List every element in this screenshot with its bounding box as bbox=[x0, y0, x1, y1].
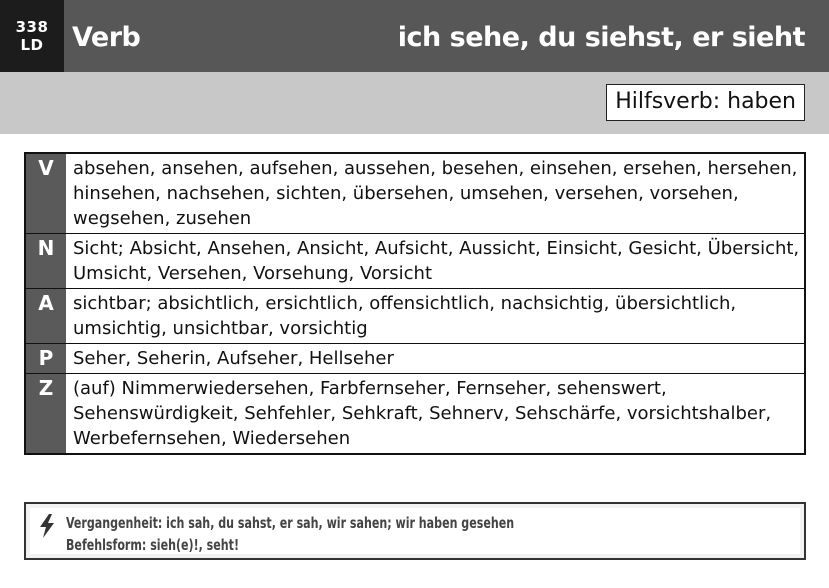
table-row-adjectives bbox=[26, 289, 804, 344]
word-type-title: Verb bbox=[72, 22, 141, 53]
page-number: 338 bbox=[15, 18, 49, 36]
past-tense-line: Vergangenheit: ich sah, du sahst, er sah, wir sahen; wir haben gesehen bbox=[66, 514, 515, 532]
table-row-nouns bbox=[26, 234, 804, 289]
row-words: Sicht; Absicht, Ansehen, Ansicht, Aufsicht, Aussicht, Einsicht, Gesicht, Übersicht, Umsicht, Versehen, Vorsehung, Vorsicht bbox=[73, 238, 800, 284]
row-letter: P bbox=[26, 344, 66, 373]
table-row-verbs bbox=[26, 154, 804, 234]
row-words: (auf) Nimmerwiedersehen, Farbfernseher, Fernseher, sehenswert, Sehenswürdigkeit, Sehfehler, Sehkraft, Sehnerv, Sehschärfe, vorsichtshalber, Werbefernsehen, Wiedersehen bbox=[73, 378, 772, 449]
grammar-note-box bbox=[24, 502, 806, 560]
lightning-icon bbox=[38, 514, 56, 538]
grammar-note-text bbox=[66, 512, 514, 556]
row-letter: A bbox=[26, 289, 66, 343]
auxiliary-band bbox=[0, 72, 829, 134]
row-letter: V bbox=[26, 154, 66, 233]
grammar-note-inner bbox=[30, 508, 800, 554]
conjugation-title: ich sehe, du siehst, er sieht bbox=[397, 22, 805, 53]
page-badge bbox=[0, 0, 64, 72]
row-letter: N bbox=[26, 234, 66, 288]
row-words: absehen, ansehen, aufsehen, aussehen, besehen, einsehen, ersehen, hersehen, hinsehen, nachsehen, sichten, übersehen, umsehen, versehen, vorsehen, wegsehen, zusehen bbox=[73, 158, 798, 229]
row-words: sichtbar; absichtlich, ersichtlich, offensichtlich, nachsichtig, übersichtlich, umsichtig, unsichtbar, vorsichtig bbox=[73, 293, 737, 339]
level-code: LD bbox=[20, 36, 44, 54]
table-row-compounds bbox=[26, 374, 804, 453]
header-band bbox=[0, 0, 829, 72]
row-letter: Z bbox=[26, 374, 66, 453]
imperative-line: Befehlsform: sieh(e)!, seht! bbox=[66, 536, 239, 554]
row-words: Seher, Seherin, Aufseher, Hellseher bbox=[73, 348, 394, 369]
auxiliary-verb-box: Hilfsverb: haben bbox=[606, 84, 805, 121]
word-family-table bbox=[24, 152, 806, 455]
table-row-persons bbox=[26, 344, 804, 374]
